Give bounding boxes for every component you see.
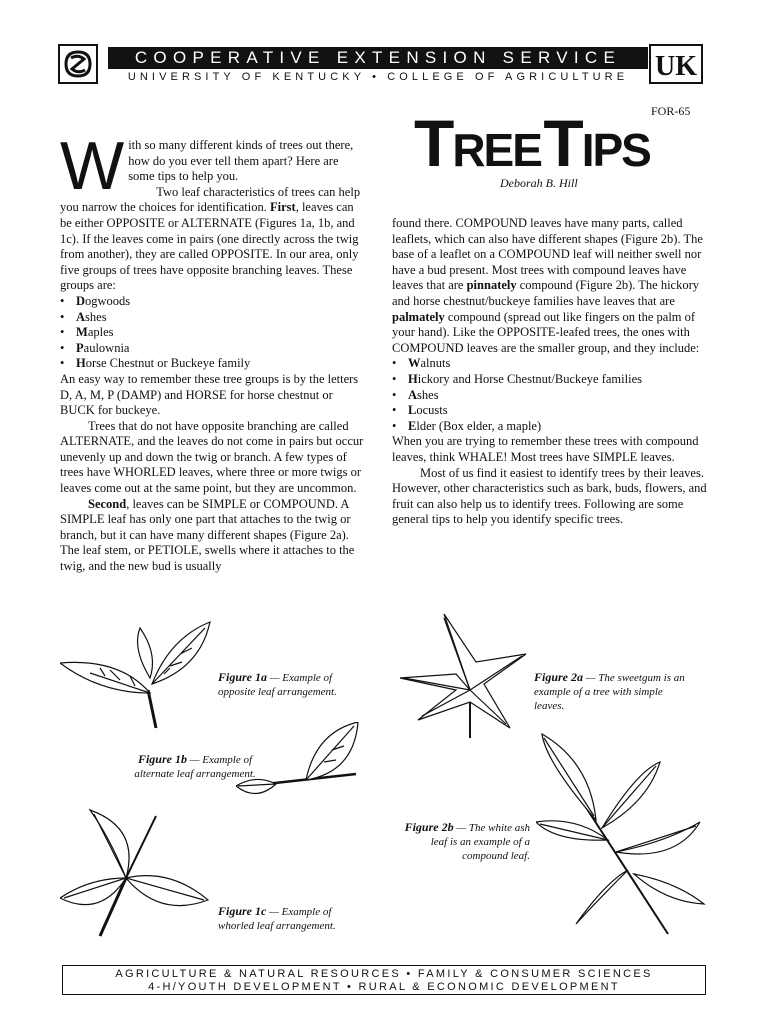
compound-tree-list	[392, 356, 710, 434]
list-item: • Ashes	[392, 388, 710, 404]
title-rest-1: REE	[452, 124, 541, 176]
paragraph-alternate: Trees that do not have opposite branching are called ALTERNATE, and the leaves do not come in pairs but occur unevenly up and down the twig or branch. A few types of trees have WHORLED leaves, where three or more twigs or leaves come out at the same point, but they are uncommon.	[60, 418, 364, 496]
figure-1c-text: — Example of whorled leaf arrangement.	[218, 906, 336, 932]
figure-1c-caption	[218, 904, 368, 933]
list-item: • Locusts	[392, 403, 710, 419]
p1-start: Two leaf characteristics of trees can help you narrow the choices for identification.	[60, 184, 361, 215]
p1-rest: , leaves can be either OPPOSITE or ALTERNATE (Figures 1a, 1b, and 1c). If the leaves come in pairs (one directly across the twig from another), they are called OPPOSITE. In our area, only five groups of trees have opposite branching leaves. These groups are:	[60, 200, 359, 293]
figure-1a-label: Figure 1a	[218, 670, 268, 684]
figure-2b-caption	[404, 820, 530, 863]
sweetgum-leaf-illustration	[398, 612, 528, 740]
list-item: • Dogwoods	[60, 294, 364, 310]
paragraph-second	[60, 497, 364, 575]
figure-1b-caption	[124, 752, 266, 781]
list-item: • Maples	[60, 325, 364, 341]
title-rest-2: IPS	[581, 124, 650, 176]
title-cap-1: T	[414, 106, 453, 180]
paragraph-tips: Most of us find it easiest to identify trees by their leaves. However, other characteristics such as bark, buds, flowers, and fruit can also help us to identify trees. Following are some general tips to help you identify specific trees.	[392, 465, 707, 527]
figure-1c-label: Figure 1c	[218, 904, 267, 918]
list-item: • Horse Chestnut or Buckeye family	[60, 356, 364, 372]
ces-logo-icon	[58, 44, 98, 84]
list-item: • Ashes	[60, 310, 364, 326]
left-column	[60, 128, 364, 575]
ces-subtitle: UNIVERSITY OF KENTUCKY • COLLEGE OF AGRICULTURE	[127, 71, 629, 83]
opposite-leaves-illustration	[60, 618, 216, 730]
extension-header	[58, 44, 704, 84]
p4-bold: Second	[88, 496, 127, 511]
p4-rest: , leaves can be SIMPLE or COMPOUND. A SIMPLE leaf has only one part that attaches to the twig or branch, but it can have many different shapes (Figure 2a). The leaf stem, or PETIOLE, swells where it attaches to the twig, and the new bud is usually	[60, 496, 355, 574]
figure-2a-caption	[534, 670, 694, 713]
figure-1a-text: — Example of opposite leaf arrangement.	[218, 672, 337, 698]
list-item: • Paulownia	[60, 341, 364, 357]
page-title	[414, 106, 714, 180]
list-item: • Walnuts	[392, 356, 710, 372]
paragraph-damp: An easy way to remember these tree groups is by the letters D, A, M, P (DAMP) and HORSE for horse chestnut or BUCK for buckeye.	[60, 371, 359, 418]
list-item: • Elder (Box elder, a maple)	[392, 419, 710, 435]
figure-1b-text: — Example of alternate leaf arrangement.	[134, 754, 256, 780]
uk-logo-text: UK	[655, 51, 697, 82]
footer-line-1: AGRICULTURE & NATURAL RESOURCES • FAMILY & CONSUMER SCIENCES	[115, 968, 653, 980]
whorled-leaves-illustration	[60, 808, 210, 938]
drop-cap: W	[60, 128, 125, 204]
author: Deborah B. Hill	[500, 176, 578, 190]
figure-2b-label: Figure 2b	[404, 820, 454, 834]
paragraph-compound: found there. COMPOUND leaves have many parts, called leaflets, which can also have different shapes (Figure 2b). The base of a leaflet on a COMPOUND leaf will neither swell nor have a bud present. Most trees with compound leaves have leaves that are pinnately compound (Figure 2b). The hickory and horse chestnut/buckeye families have leaves that are palmately compound (spread out like fingers on the palm of your hand). Like the OPPOSITE-leafed trees, the ones with COMPOUND leaves are the smaller group, and they include:	[392, 216, 703, 355]
white-ash-leaf-illustration	[536, 732, 706, 938]
p1-bold: First	[270, 200, 296, 215]
title-cap-2: T	[543, 106, 582, 180]
figure-2a-label: Figure 2a	[534, 670, 584, 684]
intro-text: ith so many different kinds of trees out there, how do you ever tell them apart? Here are some tips to help you.	[128, 138, 354, 184]
figure-1a-caption	[218, 670, 368, 699]
right-column	[392, 216, 710, 528]
list-item: • Hickory and Horse Chestnut/Buckeye families	[392, 372, 710, 388]
paragraph-first	[60, 185, 364, 294]
paragraph-whale: When you are trying to remember these trees with compound leaves, think WHALE! Most trees have SIMPLE leaves.	[392, 434, 699, 464]
footer-line-2: 4-H/YOUTH DEVELOPMENT • RURAL & ECONOMIC DEVELOPMENT	[148, 981, 620, 993]
figure-1b-label: Figure 1b	[137, 752, 187, 766]
publication-number: FOR-65	[651, 104, 691, 118]
opposite-tree-list	[60, 294, 364, 372]
program-footer	[62, 965, 706, 995]
figure-2b-text: — The white ash leaf is an example of a compound leaf.	[430, 822, 530, 862]
figure-2a-text: — The sweetgum is an example of a tree with simple leaves.	[534, 672, 685, 712]
uk-logo-icon	[648, 44, 704, 84]
ces-title-band: COOPERATIVE EXTENSION SERVICE	[108, 47, 648, 69]
